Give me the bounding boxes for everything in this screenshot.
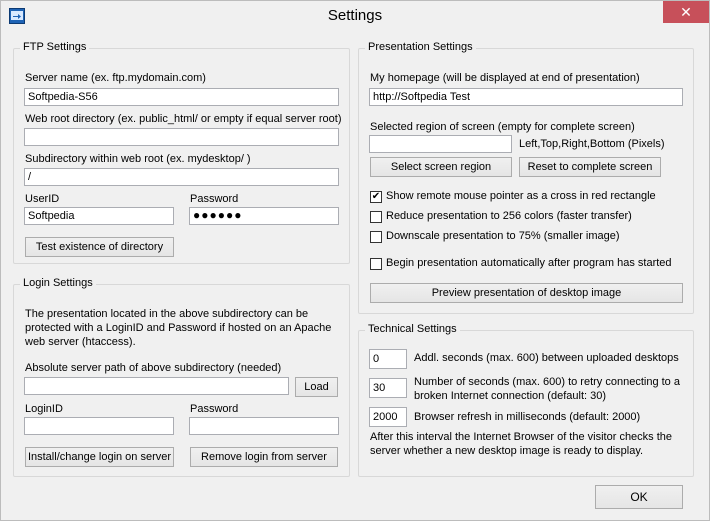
test-directory-button[interactable]: Test existence of directory — [25, 237, 174, 257]
userid-label: UserID — [25, 193, 60, 205]
retry-seconds-label-2: broken Internet connection (default: 30) — [414, 390, 607, 402]
presentation-settings-title: Presentation Settings — [365, 41, 476, 53]
preview-button[interactable]: Preview presentation of desktop image — [370, 283, 683, 303]
web-root-label: Web root directory (ex. public_html/ or empty if equal server root) — [25, 113, 342, 125]
reset-screen-button[interactable]: Reset to complete screen — [519, 157, 661, 177]
autostart-label: Begin presentation automatically after program has started — [386, 257, 672, 269]
retry-seconds-input[interactable]: 30 — [369, 378, 407, 398]
subdirectory-label: Subdirectory within web root (ex. mydesktop/ ) — [25, 153, 251, 165]
ftp-password-label: Password — [190, 193, 239, 205]
addl-seconds-label: Addl. seconds (max. 600) between uploaded desktops — [414, 352, 679, 364]
login-password-input[interactable] — [189, 417, 339, 435]
remove-login-button[interactable]: Remove login from server — [190, 447, 338, 467]
homepage-label: My homepage (will be displayed at end of presentation) — [370, 72, 640, 84]
ok-button[interactable]: OK — [595, 485, 683, 509]
downscale-checkbox[interactable] — [370, 231, 382, 243]
close-button[interactable] — [663, 1, 709, 23]
userid-input[interactable]: Softpedia — [24, 207, 174, 225]
install-login-button[interactable]: Install/change login on server — [25, 447, 174, 467]
checkmark-icon: ✔ — [371, 191, 381, 202]
retry-seconds-label-1: Number of seconds (max. 600) to retry connecting to a — [414, 376, 680, 388]
ftp-password-input[interactable]: ●●●●●● — [189, 207, 339, 225]
web-root-input[interactable] — [24, 128, 339, 146]
title-bar[interactable] — [1, 1, 709, 31]
downscale-label: Downscale presentation to 75% (smaller image) — [386, 230, 620, 242]
show-pointer-checkbox[interactable] — [370, 191, 382, 203]
option-reduce-colors[interactable] — [370, 210, 680, 224]
option-downscale[interactable] — [370, 230, 680, 244]
server-name-input[interactable]: Softpedia-S56 — [24, 88, 339, 106]
login-password-label: Password — [190, 403, 239, 415]
region-label: Selected region of screen (empty for complete screen) — [370, 121, 635, 133]
technical-settings-title: Technical Settings — [365, 323, 460, 335]
refresh-note-line-1: After this interval the Internet Browser of the visitor checks the — [370, 431, 673, 443]
ftp-settings-title: FTP Settings — [20, 41, 89, 53]
loginid-input[interactable] — [24, 417, 174, 435]
subdirectory-input[interactable]: / — [24, 168, 339, 186]
autostart-checkbox[interactable] — [370, 258, 382, 270]
region-input[interactable] — [369, 135, 512, 153]
load-button[interactable]: Load — [295, 377, 338, 397]
select-region-button[interactable]: Select screen region — [370, 157, 512, 177]
browser-refresh-input[interactable]: 2000 — [369, 407, 407, 427]
browser-refresh-label: Browser refresh in milliseconds (default: 2000) — [414, 411, 641, 423]
reduce-colors-checkbox[interactable] — [370, 211, 382, 223]
addl-seconds-input[interactable]: 0 — [369, 349, 407, 369]
show-pointer-label: Show remote mouse pointer as a cross in red rectangle — [386, 190, 656, 202]
login-description-line-3: web server (htaccess). — [25, 336, 136, 348]
login-settings-title: Login Settings — [20, 277, 96, 289]
refresh-note-line-2: server whether a new desktop image is ready to display. — [370, 445, 644, 457]
absolute-path-label: Absolute server path of above subdirectory (needed) — [25, 362, 282, 374]
loginid-label: LoginID — [25, 403, 63, 415]
login-description-line-2: protected with a LoginID and Password if hosted on an Apache — [25, 322, 332, 334]
region-hint: Left,Top,Right,Bottom (Pixels) — [519, 138, 665, 150]
window-title: Settings — [327, 7, 383, 24]
option-autostart[interactable] — [370, 257, 680, 271]
server-name-label: Server name (ex. ftp.mydomain.com) — [25, 72, 206, 84]
homepage-input[interactable]: http://Softpedia Test — [369, 88, 683, 106]
absolute-path-input[interactable] — [24, 377, 289, 395]
option-show-pointer[interactable] — [370, 190, 680, 204]
login-description-line-1: The presentation located in the above subdirectory can be — [25, 308, 309, 320]
reduce-colors-label: Reduce presentation to 256 colors (faster transfer) — [386, 210, 632, 222]
close-icon: ✕ — [680, 4, 692, 20]
